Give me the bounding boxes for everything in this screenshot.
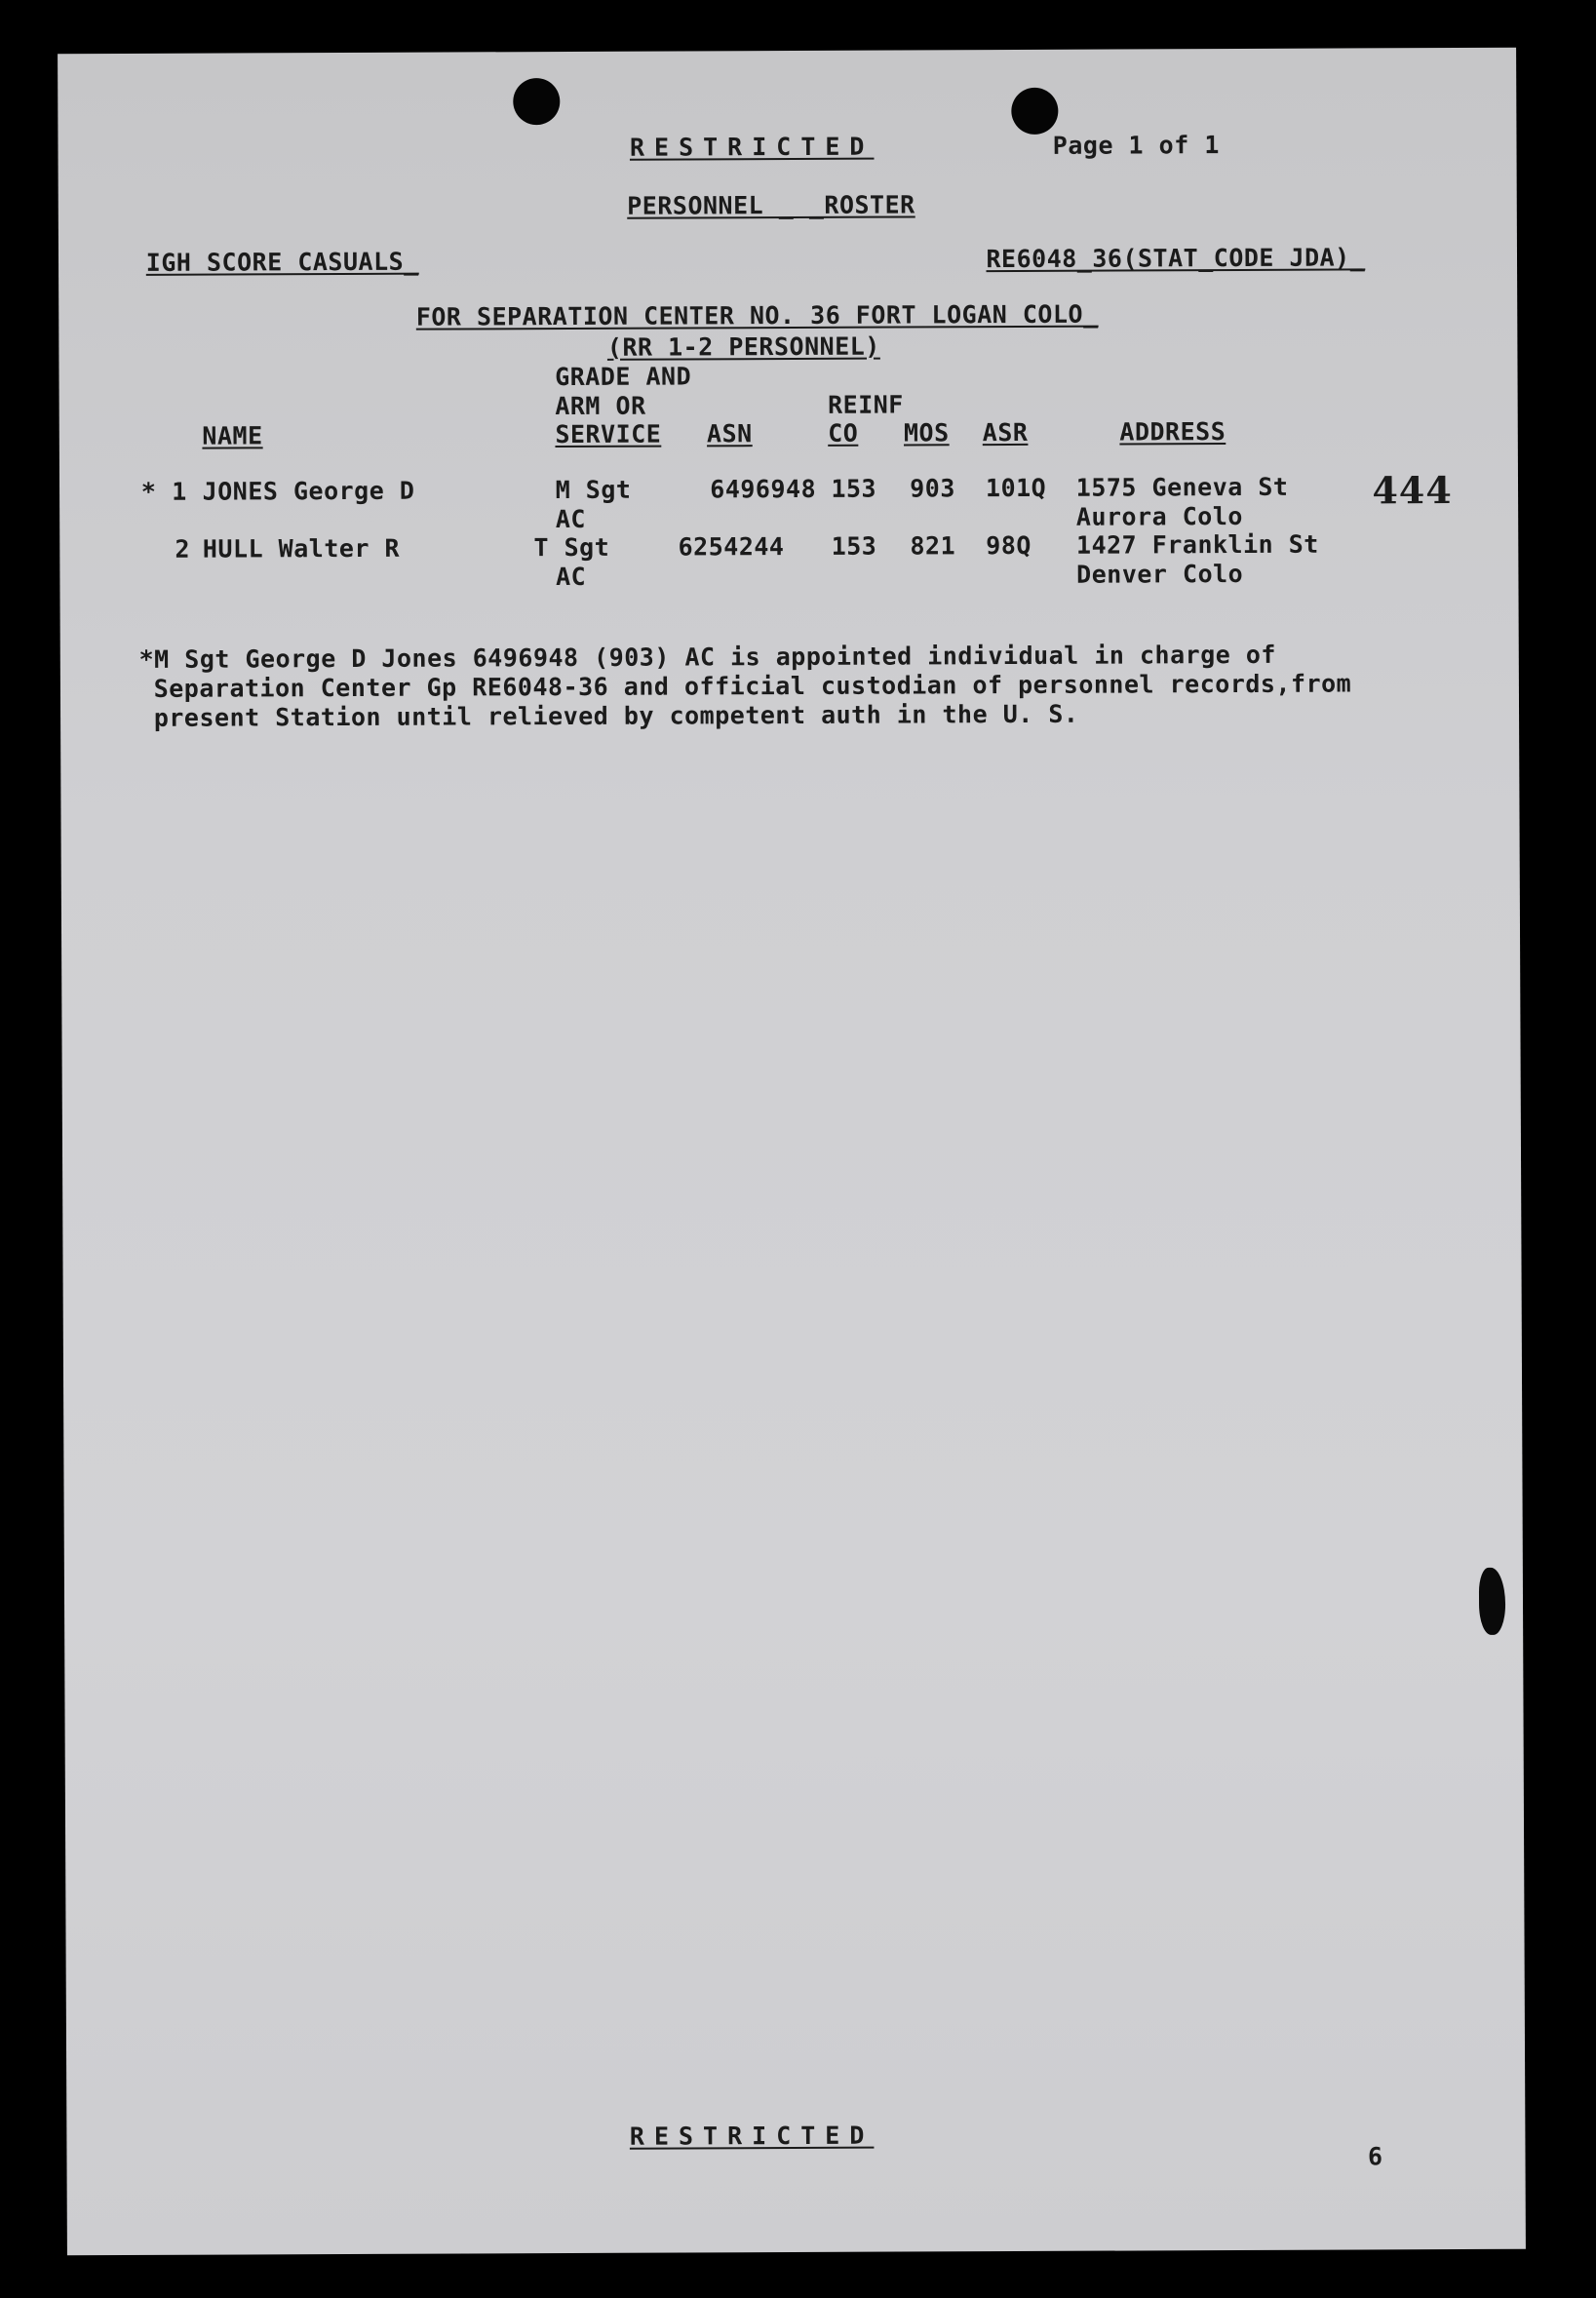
row-2-num: 2	[175, 534, 191, 564]
punch-hole-right	[1012, 88, 1059, 135]
row-2-service: AC	[555, 562, 587, 591]
row-1-service: AC	[555, 505, 586, 534]
subtitle-line-1: FOR SEPARATION CENTER NO. 36 FORT LOGAN COLO_	[415, 299, 1099, 331]
row-2-grade: T Sgt	[533, 532, 610, 562]
document-page	[58, 48, 1526, 2256]
row-2-asr: 98Q	[986, 530, 1032, 560]
row-1-mos: 903	[910, 474, 955, 503]
header-asn: ASN	[706, 419, 753, 448]
row-1-asr: 101Q	[985, 474, 1047, 503]
footnote-line-1: *M Sgt George D Jones 6496948 (903) AC is appointed individual in charge of	[138, 641, 1276, 675]
row-1-asn: 6496948	[710, 475, 817, 504]
row-2-address-1: 1427 Franklin St	[1075, 529, 1319, 560]
classification-header: RESTRICTED	[629, 132, 875, 162]
punch-hole-left	[513, 78, 560, 125]
footnote-line-3: present Station until relieved by competent auth in the U. S.	[153, 699, 1079, 733]
row-2-name: HULL Walter R	[202, 533, 401, 564]
page-mark: 6	[1367, 2142, 1383, 2171]
row-1-address-1: 1575 Geneva St	[1075, 473, 1289, 503]
left-heading: IGH SCORE CASUALS_	[145, 248, 419, 278]
row-2-address-2: Denver Colo	[1076, 559, 1244, 589]
row-1-grade: M Sgt	[555, 476, 632, 505]
header-service: SERVICE	[555, 420, 662, 449]
subtitle-line-2: (RR 1-2 PERSONNEL)	[606, 331, 880, 362]
header-address: ADDRESS	[1119, 417, 1226, 448]
row-2-co: 153	[831, 531, 877, 561]
row-2-asn: 6254244	[678, 531, 785, 562]
header-co: CO	[828, 419, 859, 448]
row-1-num: 1	[172, 478, 187, 507]
row-1-marker: *	[140, 478, 157, 507]
row-1-co: 153	[831, 474, 877, 504]
document-title: PERSONNEL _ _ROSTER	[627, 190, 915, 220]
row-1-name: JONES George D	[202, 477, 415, 506]
footnote-line-2: Separation Center Gp RE6048-36 and official custodian of personnel records,from	[153, 669, 1352, 704]
right-heading: RE6048_36(STAT_CODE JDA)_	[986, 243, 1366, 274]
margin-number: 444	[1372, 467, 1453, 513]
header-reinf-line-1: REINF	[827, 390, 904, 419]
row-1-address-2: Aurora Colo	[1075, 502, 1244, 531]
header-name: NAME	[202, 421, 263, 451]
edge-blemish	[1479, 1568, 1505, 1635]
header-grade-line-2: ARM OR	[555, 391, 646, 420]
header-mos: MOS	[903, 418, 950, 448]
row-2-mos: 821	[910, 530, 956, 561]
classification-footer: RESTRICTED	[629, 2121, 875, 2152]
header-asr: ASR	[982, 418, 1029, 448]
header-grade-line-1: GRADE AND	[555, 362, 692, 391]
page-label: Page 1 of 1	[1052, 130, 1220, 160]
